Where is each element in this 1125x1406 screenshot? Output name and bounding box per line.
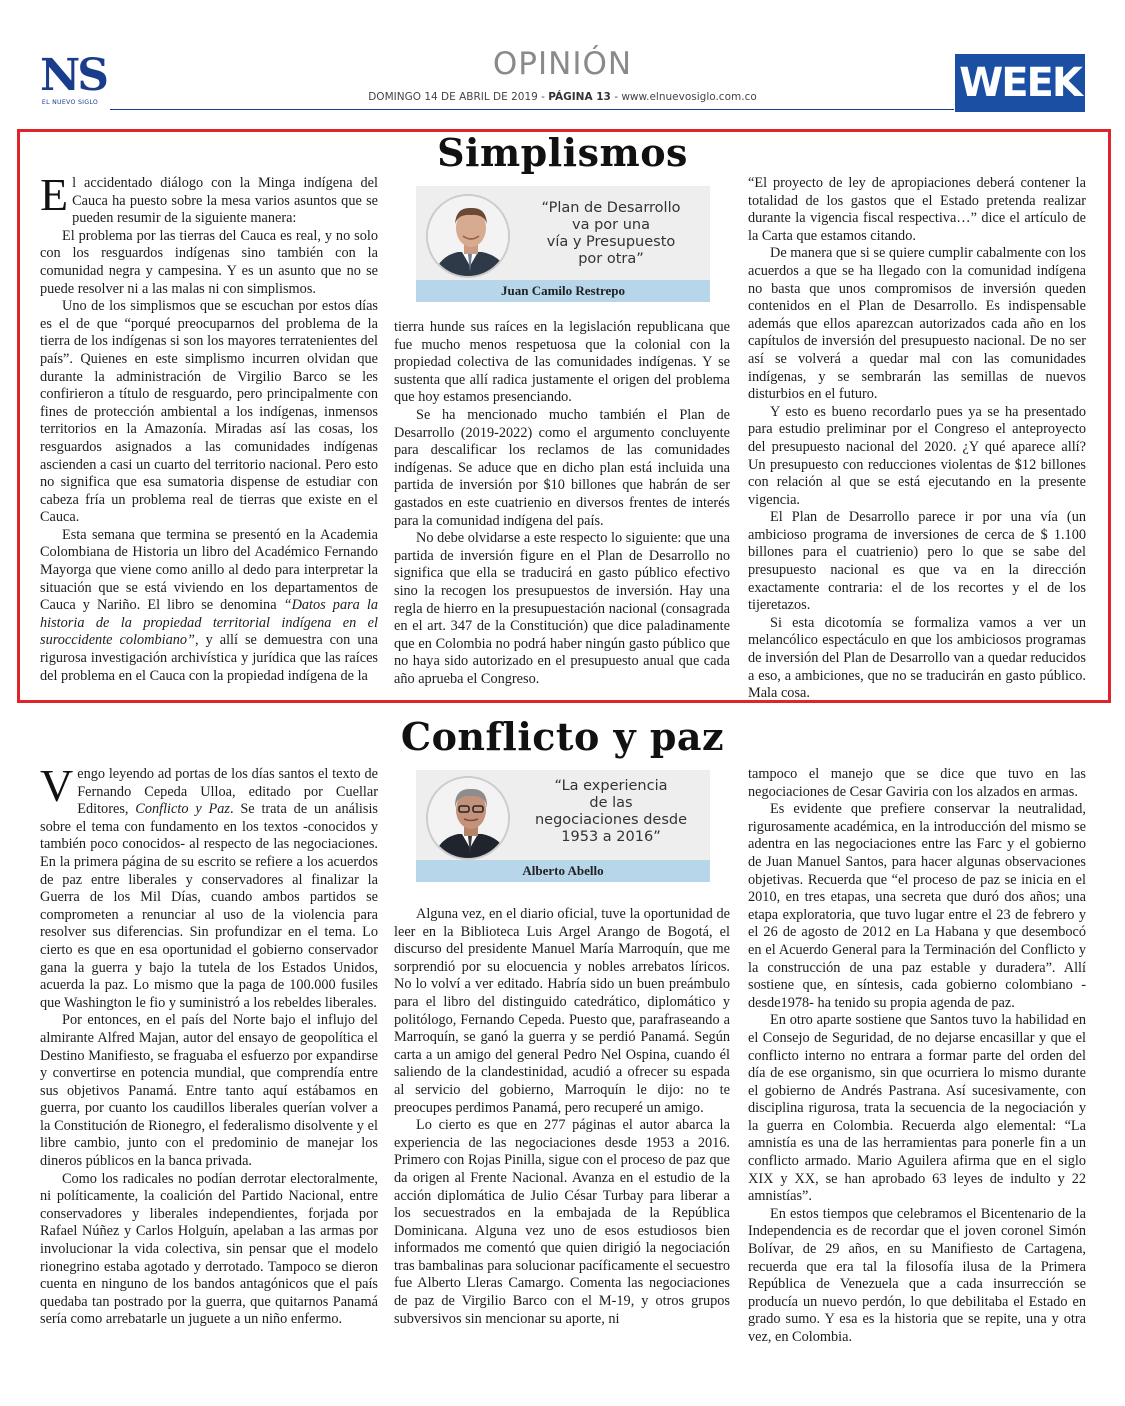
paragraph: De manera que si se quiere cumplir cabalmente con los acuerdos a que se ha llegado con la comunidad indígena no basta que unos compromisos de inversión queden contenidos en el Plan de Desarrollo. Es indispensable además que ellos aparezcan autorizados cada año en los capítulos de inversión del presupuesto nacional. De no ser así se volverá a quedar mal con las comunidades indígenas, y se sembrarán las semillas de nuevos disturbios en el futuro. — [748, 245, 1086, 403]
paragraph: Y esto es bueno recordarlo pues ya se ha presentado para estudio preliminar por el Congreso el anteproyecto del presupuesto nacional del 2020. ¿Y qué aparece allí? Un presupuesto con reducciones violentas de $12 billones con relación al que se está ejecutando en la presente vigencia. — [748, 403, 1086, 508]
drop-cap: E — [40, 169, 69, 220]
paragraph: No debe olvidarse a este respecto lo siguiente: que una partida de inversión figure en el Plan de Desarrollo no significa que ella se traducirá en gasto público efectivo sino la recogen los presupuestos de inversión. Hay una regla de hierro en la presupuestación nacional (consagrada en el art. 347 de la Constitución) que dice paladinamente que en Colombia no podrá haber ningún gasto público que no haya sido autorizado en el presupuesto anual que cada año aprueba el Congreso. — [394, 530, 730, 687]
paragraph: Como los radicales no podían derrotar electoralmente, ni políticamente, la coalición del Partido Nacional, entre conservadores y liberales independientes, forjada por Rafael Núñez y Carlos Holguín, apelaban a las armas por involucionar la vida colectiva, sin pensar que el modelo rionegrino estaba agotado y derrotado. Tampoco se dieron cuenta en ninguno de los bandos antagónicos que el país quedaba tan postrado por la guerra, que quitarnos Panamá sería como arrebatarle un juguete a un niño enfermo. — [40, 1170, 378, 1328]
paragraph: Se ha mencionado mucho también el Plan de Desarrollo (2019-2022) como el argumento concluyente para descalificar los reclamos de las comunidades indígenas. Se aduce que en dicho plan está incluida una partida de inversión por $10 billones que habrán de ser gastados en este cuatrienio en diversos frentes de interés para la comunidad indígena del país. — [394, 406, 730, 529]
dateline-date: DOMINGO 14 DE ABRIL DE 2019 - — [368, 91, 549, 103]
paragraph: El Plan de Desarrollo parece ir por una vía (un ambicioso programa de inversiones de cerca de $ 1.100 billones para el cuatrienio) pero lo que se sabe del presupuesto nacional es que va en la dirección exactamente contraria: el de los recortes y el de los tijeretazos. — [748, 509, 1086, 614]
quote-line: de las — [589, 795, 633, 811]
paragraph: El problema por las tierras del Cauca es real, y no solo con los resguardos indígenas sino también con la comunidad negra y campesina. Y es un asunto que no se puede resolver ni a las malas ni con simplismos. — [40, 227, 378, 297]
paragraph-text: . Se trata de un análisis sobre el tema con fundamento en los textos -conocidos y también poco conocidos- al respecto de las negociaciones. En la primera página de su escrito se refiere a los acuerdos de paz entre liberales y conservadores al finalizar la Guerra de los Mil Días, cuando ambos partidos se comprometen a renunciar al uso de la violencia para resolver sus diferencias. Sin profundizar en el tema. Lo cierto es que en esa oportunidad el gobierno conservador gana la guerra y bajo la tutela de los Estados Unidos, acuerda la paz. Lo mismo que la paga de 100.000 fusiles que Washington le fio y suministró a los rebeldes liberales. — [40, 801, 378, 1011]
quote-line: negociaciones desde — [534, 812, 688, 828]
quote-line: “Plan de Desarrollo — [541, 200, 681, 216]
quote-line: vía y Presupuesto — [546, 234, 676, 250]
paragraph: Es evidente que prefiere conservar la neutralidad, rigurosamente académica, en la introducción del mismo se adentra en las negociaciones entre las Farc y el gobierno de Juan Manuel Santos, para hacer algunas observaciones objetivas. Recuerda que “el proceso de paz se inicia en el 2010, en tres etapas, una secreta que duró dos años; una etapa exploratoria, que tuvo lugar entre el 23 de febrero y el 26 de agosto de 2012 en La Habana y que desembocó en el Acuerdo General para la Terminación del Conflicto y la construcción de una paz estable y duradera”. Allí sostiene que, en síntesis, cada gobierno colombiano -desde1978- ha tenido su propia agenda de paz. — [748, 801, 1086, 1011]
paragraph: Si esta dicotomía se formaliza vamos a ver un melancólico espectáculo en que los ambiciosos programas de inversión del Plan de Desarrollo van a quedar reducidos a eso, a ambiciones, que no se traducirán en gasto público. Mala cosa. — [748, 614, 1086, 702]
week-badge: WEEK — [955, 54, 1085, 112]
paragraph: Por entonces, en el país del Norte bajo el influjo del almirante Alfred Majan, autor del ensayo de geopolítica el Destino Manifiesto, se fraguaba el esfuerzo por expandirse y convertirse en potencia mundial, que comprendía entre sus objetivos Panamá. Entre tanto aquí estábamos en guerra, por cuanto los caudillos liberales querían volver a la Constitución de Rionegro, el federalismo disolvente y el libre cambio, junto con el predominio de manejar los dineros públicos en la banca privada. — [40, 1012, 378, 1170]
book-title: “Datos para la historia de la propiedad territorial indígena en el suroccidente colombiano” — [40, 597, 378, 649]
article2-column-1 — [40, 760, 378, 1329]
article1-column-3 — [748, 175, 1086, 703]
drop-cap: V — [40, 760, 74, 811]
article1-column-2 — [394, 319, 730, 688]
quote-line: “La experiencia — [554, 778, 668, 794]
paragraph — [40, 760, 378, 1012]
author-photo — [426, 776, 510, 860]
quote-line: 1953 a 2016” — [561, 829, 661, 845]
dateline-url: - www.elnuevosiglo.com.co — [610, 91, 757, 103]
quote-line: va por una — [572, 217, 650, 233]
pull-quote — [518, 778, 704, 846]
paragraph-text: engo leyendo ad portas de los días santos el texto de Fernando Cepeda Ulloa, editado por Cuellar Editores, — [77, 766, 378, 818]
article2-column-2 — [394, 906, 730, 1328]
paragraph — [40, 169, 378, 228]
section-title: OPINIÓN — [492, 46, 633, 82]
author-photo — [426, 194, 510, 278]
pull-quote-box — [416, 186, 710, 302]
paragraph: En otro aparte sostiene que Santos tuvo la habilidad en el Consejo de Seguridad, de no dejarse encasillar y que el conflicto interno no entrara a formar parte del orden del día de ese organismo, sin que ocurriera lo mismo durante el gobierno de Andrés Pastrana. Así sucesivamente, con disciplina rigurosa, trata la secuencia de la negociación y la guerra en Colombia. Recuerda algo elemental: “La amnistía es una de las herramientas para ponerle fin a un conflicto armado. Mario Aguilera afirma que en el siglo XIX y XX, se han aprobado 63 leyes de indulto y 22 amnistías”. — [748, 1012, 1086, 1205]
quote-line: por otra” — [578, 251, 644, 267]
paragraph: tierra hunde sus raíces en la legislación republicana que fue mucho menos respetuosa que la colonial con la propiedad colectiva de las comunidades indígenas. Y se sustenta que allí radica justamente el origen del problema que hoy estamos presenciando. — [394, 319, 730, 406]
logo-letters: NS — [40, 50, 106, 101]
paragraph-text: l accidentado diálogo con la Minga indígena del Cauca ha puesto sobre la mesa varios asuntos que se pueden resumir de la siguiente manera: — [72, 175, 378, 227]
article1-column-1 — [40, 169, 378, 685]
logo-subtitle: EL NUEVO SIGLO — [41, 99, 99, 106]
author-name: Juan Camilo Restrepo — [416, 280, 710, 302]
pull-quote — [518, 200, 704, 268]
portrait-icon — [428, 196, 510, 278]
paragraph: Alguna vez, en el diario oficial, tuve la oportunidad de leer en la Biblioteca Luis Argel Arango de Bogotá, el discurso del presidente Manuel María Marroquín, que me sorprendió por su elocuencia y nobles arrebatos líricos. No lo volví a ver editado. Habría sido un buen preámbulo para el libro del distinguido catedrático, diplomático y politólogo, Fernando Cepeda. Puesto que, parafraseando a Marroquín, se ganó la guerra y se perdió Panamá. Según carta a un amigo del general Pedro Nel Ospina, cuando él saliendo de la clandestinidad, acudió a ofrecer su espada al servicio del gobierno, Marroquín le dijo: no te preocupes perdimos Panamá, pero recuperé un amigo. — [394, 906, 730, 1116]
portrait-icon — [428, 778, 510, 860]
article-title-simplismos: Simplismos — [437, 130, 688, 175]
paragraph: Uno de los simplismos que se escuchan por estos días es el de que “porqué preocuparnos del problema de la tierra de los indígenas si son los mayores terratenientes del país”. Quienes en este simplismo incurren olvidan que durante la administración de Virgilio Barco se les confirieron a título de resguardo, pero principalmente con fines de protección ambiental a los indígenas, inmensos territorios en la Amazonía. Miradas así las cosas, los resguardos asignados a las comunidades indígenas ascienden a casi un cuarto del territorio nacional. Pero esto no significa que esa sumatoria dispense de estudiar con cabeza fría un problema real de tierras que existe en el Cauca. — [40, 298, 378, 526]
article-title-conflicto-y-paz: Conflicto y paz — [400, 714, 725, 759]
author-name: Alberto Abello — [416, 860, 710, 882]
paragraph — [40, 527, 378, 685]
paragraph: Lo cierto es que en 277 páginas el autor abarca la experiencia de las negociaciones desde 1953 a 2016. Primero con Rojas Pinilla, sigue con el proceso de paz que da origen al Frente Nacional. Avanza en el estudio de la acción diplomática de Julio César Turbay para liberar a los secuestrados en la embajada de la República Dominicana. Alguna vez uno de esos estudiosos bien informados me comentó que quien dirigió la negociación tras bambalinas para solucionar pacíficamente el secuestro fue Alberto Lleras Camargo. Comenta las negociaciones de paz de Virgilio Barco con el M-19, y otros grupos subversivos sin mencionar su aporte, ni — [394, 1117, 730, 1327]
paragraph: En estos tiempos que celebramos el Bicentenario de la Independencia es de recordar que el joven coronel Simón Bolívar, de 29 años, en su Manifiesto de Cartagena, recuerda que era tal la filosofía ilusa de la Primera República de Venezuela que a cada insurrección se producía un nuevo perdón, lo que debilitaba el Estado en grado sumo. Y esa es la historia que se repite, una y otra vez, en Colombia. — [748, 1205, 1086, 1345]
paragraph: tampoco el manejo que se dice que tuvo en las negociaciones de Cesar Gaviria con los alzados en armas. — [748, 766, 1086, 800]
paragraph: “El proyecto de ley de apropiaciones deberá contener la totalidad de los gastos que el Estado pretenda realizar durante la vigencia fiscal respectiva…” dice el artículo de la Carta que estamos citando. — [748, 175, 1086, 244]
book-title: Conflicto y Paz — [135, 801, 230, 818]
paragraph-text: Esta semana que termina se presentó en la Academia Colombiana de Historia un libro del Académico Fernando Mayorga que viene como anillo al dedo para interpretar la situación que se está viviendo en los departamentos de Cauca y Nariño. El libro se denomina — [40, 526, 378, 614]
pull-quote-box — [416, 770, 710, 882]
paragraph-text: , y allí se demuestra con una rigurosa investigación archivística y jurídica que las raíces del problema en el Cauca con la propiedad indígena de la — [40, 632, 378, 684]
masthead-rule — [110, 109, 954, 110]
article2-column-3 — [748, 766, 1086, 1347]
dateline-page: PÁGINA 13 — [548, 91, 611, 103]
